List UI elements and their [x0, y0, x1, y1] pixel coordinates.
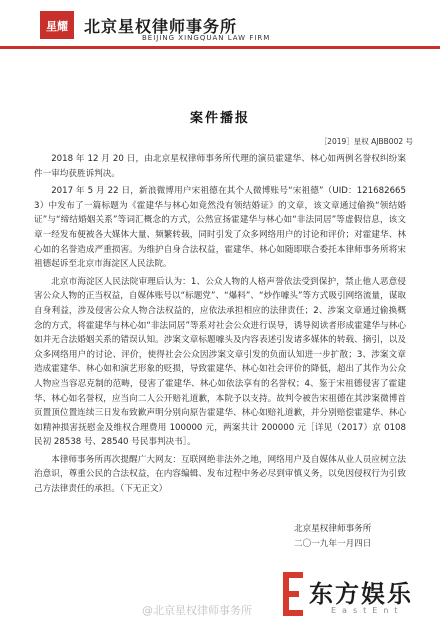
firm-logo-icon [40, 11, 74, 39]
eastent-watermark-subtitle: EastEnt [331, 606, 404, 615]
firm-name-cn: 北京星权律师事务所 [84, 17, 238, 36]
document-title: 案件播报 [189, 111, 250, 126]
weibo-watermark: @北京星权律师事务所 [142, 604, 252, 617]
paragraph-reminder: 本律师事务所再次提醒广大网友：互联网绝非法外之地，网络用户及自媒体从业人员应树立法治意识，尊重公民的合法权益，在内容编辑、发布过程中务必尽到审慎义务，以免因侵权行为引致己方法律责任的承担。（下无正文） [34, 454, 406, 495]
logo-text: 星耀 [46, 20, 68, 33]
firm-name-en: BEIJING XINGQUAN LAW FIRM [142, 34, 271, 42]
paragraph-background: 2017 年 5 月 22 日，新浪微博用户宋祖德在其个人微博账号“宋祖德”（UID：1216826653）中发布了一篇标题为《霍建华与林心如竟然没有领结婚证》的文章，该文章通过偷换“领结婚证”与“缔结婚姻关系”等词汇概念的方式，公然宣扬霍建华与林心如“非法同居”等虚假信息，该文章一经发布便被各大媒体大量、频繁转载，同时引发了众多网络用户的讨论和评价；对霍建华、林心如的名誉造成严重损害。为维护自身合法权益，霍建华、林心如随即联合委托本律师事务所将宋祖德起诉至北京市海淀区人民法院。 [34, 186, 406, 270]
document-body [34, 152, 406, 500]
signature-block [294, 522, 371, 552]
eastent-logo-icon [283, 572, 303, 616]
paragraph-intro: 2018 年 12 月 20 日，由北京星权律师事务所代理的演员霍建华、林心如两例名誉权纠纷案件一审均获胜诉判决。 [34, 154, 406, 179]
signature-date: 二〇一九年一月四日 [294, 539, 372, 549]
eastent-watermark [283, 572, 423, 618]
letterhead-divider [0, 46, 440, 49]
eastent-watermark-title: 东方娱乐 [309, 580, 413, 608]
document-number: ［2019］星权 AJBB002 号 [319, 137, 413, 146]
letterhead [0, 0, 440, 52]
paragraph-judgment: 北京市海淀区人民法院审理后认为：1、公众人物的人格声誉依法受到保护，禁止他人恶意侵害公众人物的正当权益，自媒体账号以“标题党”、“爆料”、“炒作噱头”等方式吸引网络流量，谋取自身利益，涉及侵害公众人物合法权益的，应依法承担相应的法律责任；2、涉案文章通过偷换概念的方式，将霍建华与林心如“非法同居”等系对社会公众进行误导，诱导阅读者形成霍建华与林心如并无合法婚姻关系的错误认知。涉案文章标题噱头及内容表述引发诸多媒体的转载、摘引，以及众多网络用户的讨论、评价，使得社会公众因涉案文章引发的负面认知进一步扩散；3、涉案文章造成霍建华、林心如和演艺形象的贬损，导致霍建华、林心如社会评价的降低，超出了其作为公众人物应当容忍克制的范畴，侵害了霍建华、林心如依法享有的名誉权；4、鉴于宋祖德侵害了霍建华、林心如名誉权，应当向二人公开赔礼道歉，本院予以支持。故判令被告宋祖德在其涉案微博首页置顶位置连续三日发布致歉声明分别向原告霍建华、林心如赔礼道歉，并分别赔偿霍建华、林心如精神损害抚慰金及维权合理费用 100000 元，两案共计 200000 元［详见（2017）京 0108 民初 28538 号、28540 号民事判决书］。 [34, 276, 406, 448]
signature-firm: 北京星权律师事务所 [294, 524, 372, 534]
